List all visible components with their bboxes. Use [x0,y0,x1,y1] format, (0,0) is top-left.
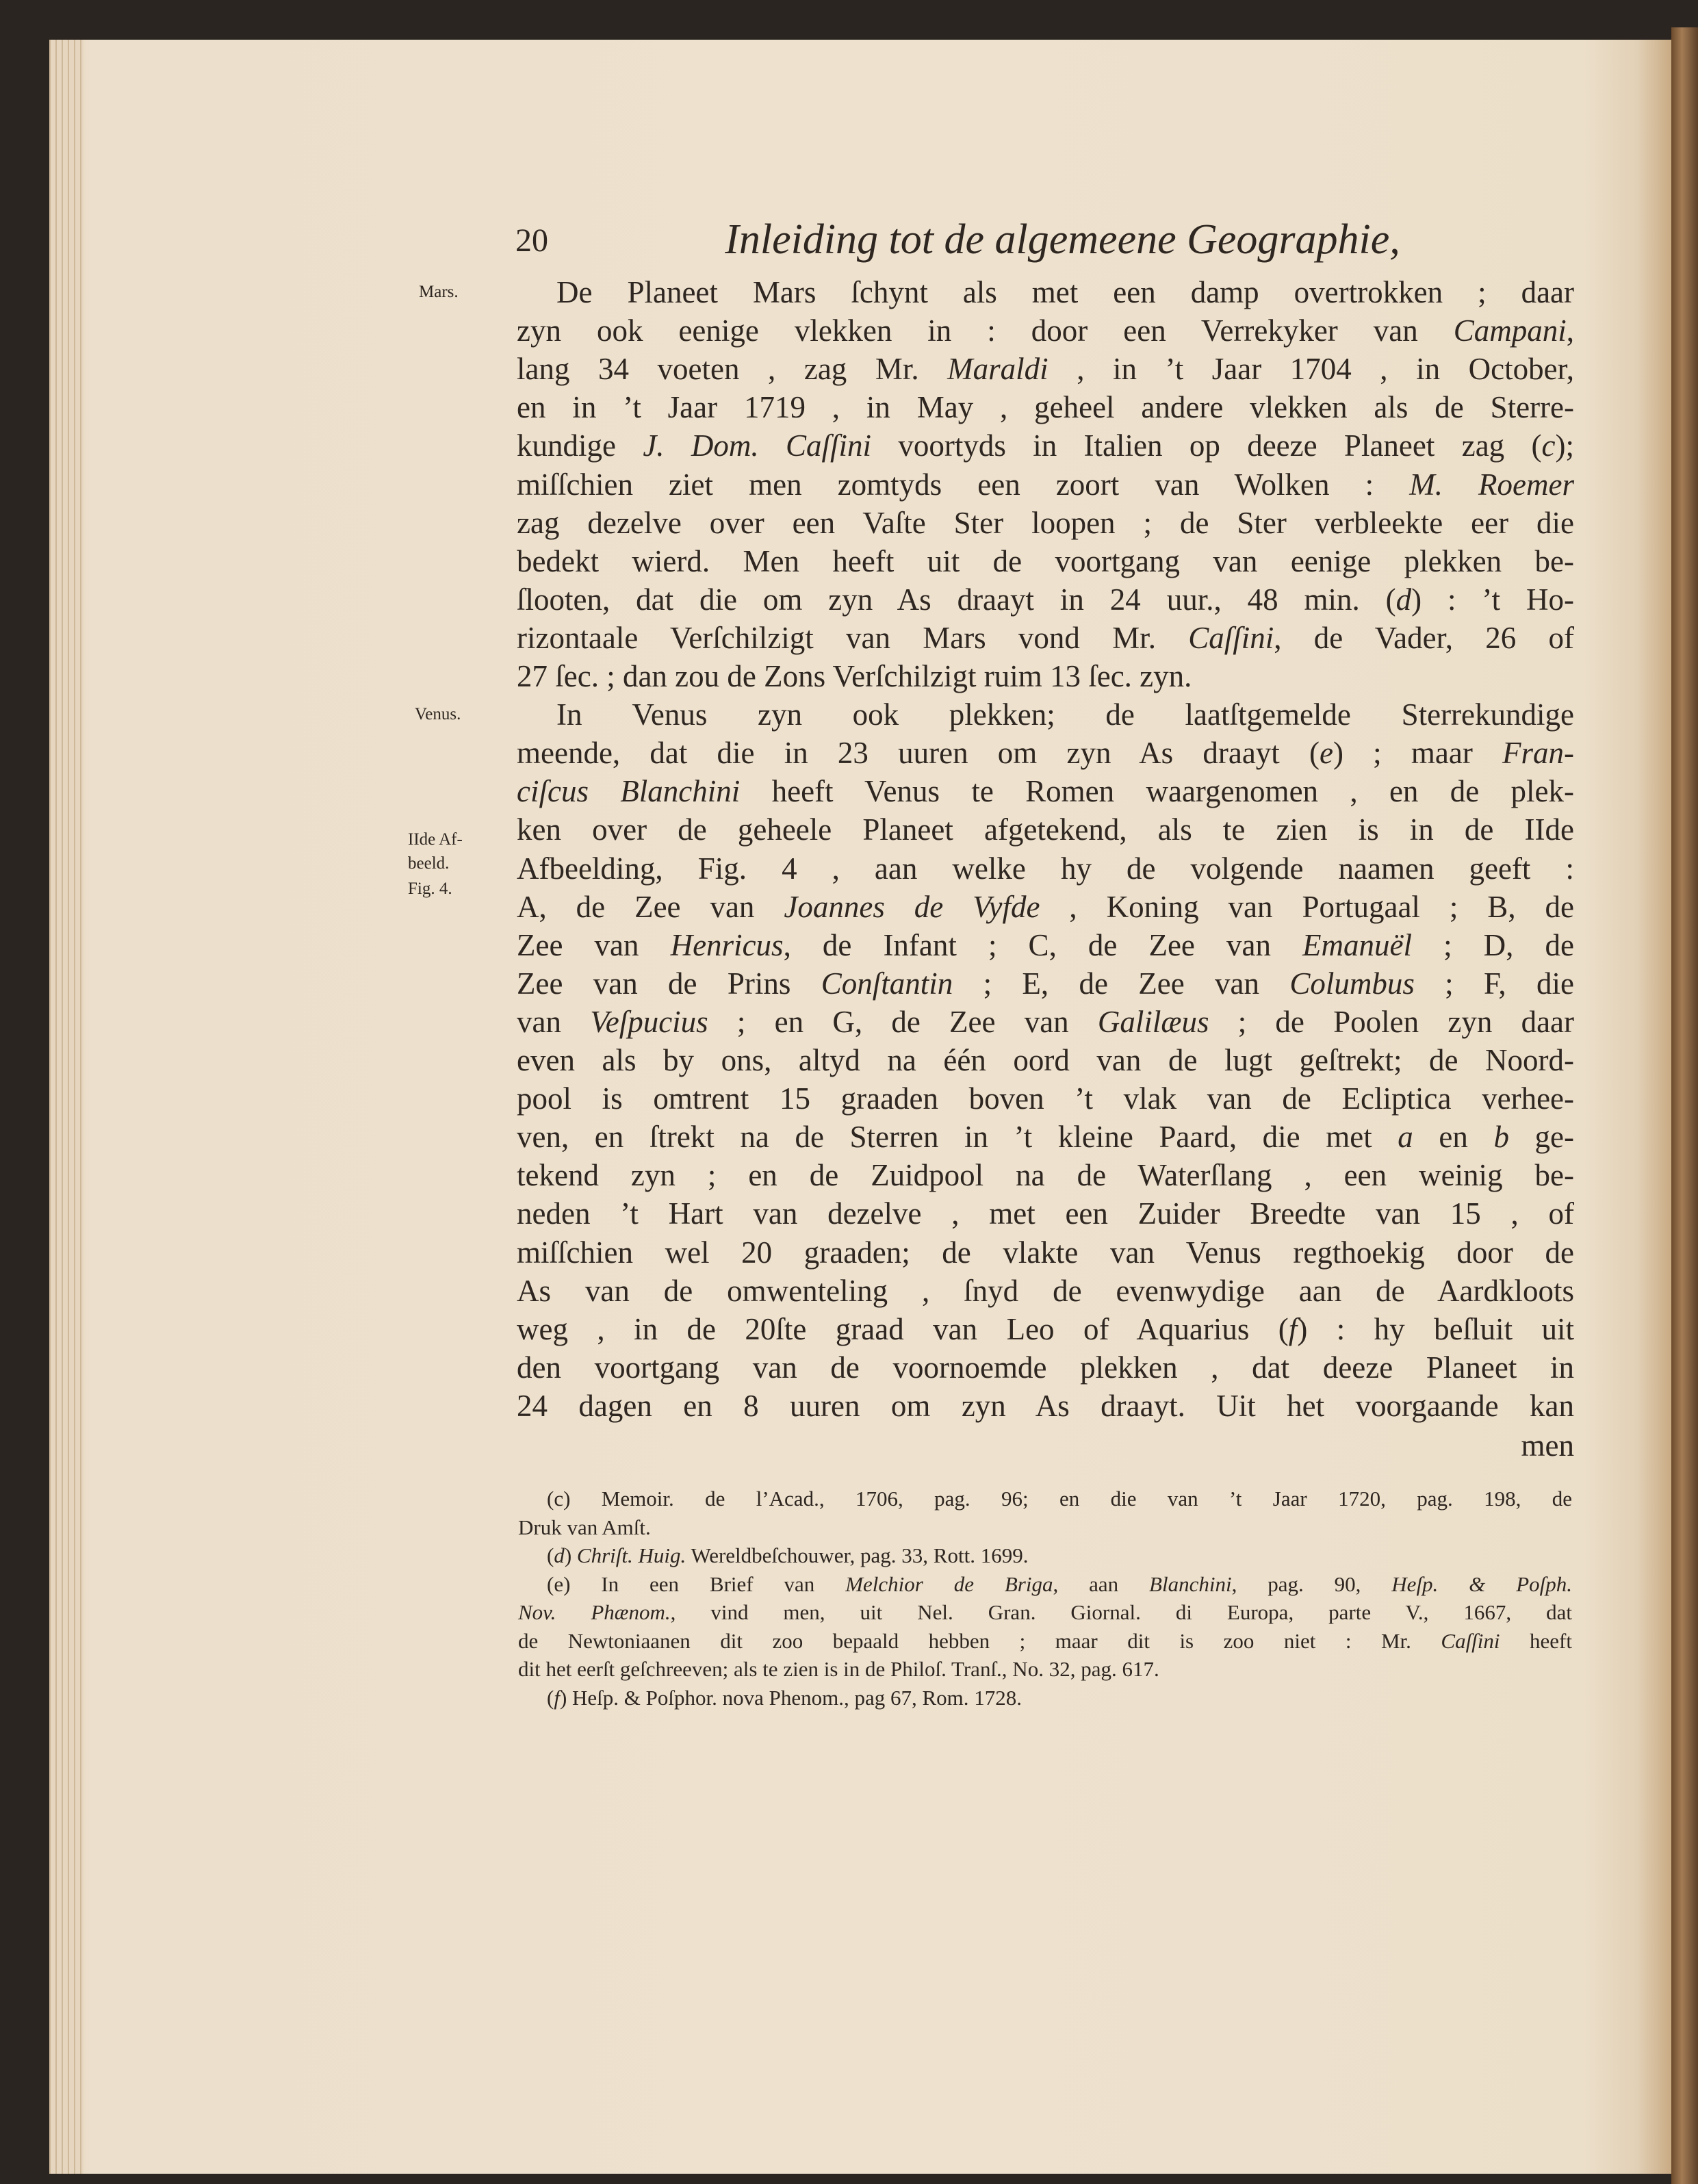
italic-text: e [1320,736,1333,771]
text-segment: ; E, de Zee van [953,966,1290,1001]
text-segment: ; de Poolen zyn daar [1209,1004,1575,1039]
text-line [517,734,1574,772]
margin-note-venus: Venus. [415,705,461,723]
text-segment: , aan [1053,1571,1150,1596]
text-line [517,1118,1574,1156]
margin-note-figure-1: IIde Af- [408,830,463,849]
text-segment: pool is omtrent 15 graaden boven ’t vlak van de Ecliptica verhee- [517,1081,1574,1116]
text-line [517,926,1574,964]
italic-text: Nov. Phænom. [518,1600,671,1624]
text-segment: Zee van de Prins [517,966,821,1001]
italic-text: Veſpucius [590,1004,708,1039]
book-gutter [1671,27,1698,2184]
italic-text: Caſſini [1441,1628,1500,1653]
text-segment: de Newtoniaanen dit zoo bepaald hebben ; maar dit is zoo niet : Mr. [518,1628,1441,1653]
footnote-line [518,1684,1572,1712]
text-segment: ) [564,1543,577,1567]
italic-text: Campani [1453,313,1567,348]
text-segment: ( [547,1543,554,1567]
text-segment: , de Vader, 26 of [1274,620,1574,655]
text-segment: ) : hy beſluit uit [1297,1311,1575,1346]
italic-text: Blanchini [1149,1571,1232,1596]
text-segment: , [1566,313,1574,348]
text-segment: , vind men, uit Nel. Gran. Giornal. di Europa, parte V., 1667, dat [670,1600,1572,1624]
italic-text: Maraldi [947,352,1049,387]
italic-text: Conſtantin [821,966,953,1001]
italic-text: Joannes de Vyfde [784,889,1040,924]
text-line [517,772,1574,810]
text-segment: neden ’t Hart van dezelve , met een Zuider Breedte van 15 , of [517,1196,1574,1231]
text-segment: , in ’t Jaar 1704 , in October, [1048,352,1574,387]
italic-text: b [1493,1120,1509,1155]
text-segment: ken over de geheele Planeet afgetekend, als te zien is in de IIde [517,812,1574,847]
text-segment: ); [1555,428,1574,463]
text-segment: rizontaale Verſchilzigt van Mars vond Mr. [517,620,1189,655]
text-segment: miſſchien ziet men zomtyds een zoort van Wolken : [517,467,1410,502]
footnote-line [518,1514,1572,1541]
text-line [517,1272,1574,1310]
text-segment: (c) Memoir. de l’Acad., 1706, pag. 96; en die van ’t Jaar 1720, pag. 198, de [547,1487,1572,1511]
text-segment: kundige [517,428,643,463]
text-line [517,426,1574,465]
text-line [517,1387,1574,1425]
italic-text: M. Roemer [1409,467,1574,502]
margin-note-figure-3: Fig. 4. [408,879,452,898]
text-segment: lang 34 voeten , zag Mr. [517,352,948,387]
text-line [517,1156,1574,1194]
text-line [517,1041,1574,1079]
text-segment: De Planeet Mars ſchynt als met een damp overtrokken ; daar [556,275,1574,309]
text-line [517,964,1574,1003]
text-segment: tekend zyn ; en de Zuidpool na de Waterſlang , een weinig be- [517,1158,1574,1193]
text-segment: 27 ſec. ; dan zou de Zons Verſchilzigt ruim 13 ſec. zyn. [517,659,1192,693]
text-line [517,657,1574,695]
text-line [517,388,1574,426]
text-line [517,504,1574,542]
page-edges [49,40,83,2174]
text-line [517,695,1574,734]
italic-text: J. Dom. Caſſini [643,428,872,463]
text-line [517,810,1574,849]
text-line [517,1003,1574,1041]
italic-text: f [1288,1311,1298,1346]
text-segment: (e) In een Brief van [547,1571,846,1596]
text-segment: ) ; maar [1333,736,1503,771]
text-segment: voortyds in Italien op deeze Planeet zag ( [871,428,1542,463]
text-segment: , Koning van Portugaal ; B, de [1040,889,1574,924]
text-segment: bedekt wierd. Men heeft uit de voortgang van eenige plekken be- [517,543,1574,578]
text-line [517,542,1574,580]
italic-text: d [554,1543,565,1567]
italic-text: Heſp. & Poſph. [1391,1571,1573,1596]
text-line [517,580,1574,619]
footnote-line [518,1628,1572,1655]
text-segment: meende, dat die in 23 uuren om zyn As draayt ( [517,736,1320,771]
text-segment: heeft [1500,1628,1572,1653]
catchword: men [1521,1428,1574,1463]
footnote-line [518,1599,1572,1626]
text-line [517,1310,1574,1348]
text-segment: zag dezelve over een Vaſte Ster loopen ; de Ster verbleekte eer die [517,505,1574,540]
italic-text: Chriſt. Huig. [576,1543,686,1567]
italic-text: Galilæus [1097,1004,1209,1039]
text-segment: ; en G, de Zee van [708,1004,1098,1039]
text-segment: ge- [1508,1120,1574,1155]
text-segment: , pag. 90, [1231,1571,1392,1596]
text-segment: en [1413,1120,1494,1155]
footnote-line [518,1485,1572,1513]
text-segment: 24 dagen en 8 uuren om zyn As draayt. Uit het voorgaande kan [517,1388,1574,1423]
text-segment: Zee van [517,927,671,962]
text-segment: heeft Venus te Romen waargenomen , en de plek- [740,774,1574,809]
text-segment: en in ’t Jaar 1719 , in May , geheel andere vlekken als de Sterre- [517,390,1574,425]
text-segment: ; D, de [1412,927,1574,962]
text-line [517,619,1574,657]
text-segment: zyn ook eenige vlekken in : door een Verrekyker van [517,313,1454,348]
text-segment: Druk van Amſt. [518,1515,651,1539]
margin-note-mars: Mars. [419,283,459,301]
text-segment: , de Infant ; C, de Zee van [783,927,1303,962]
text-segment: Wereldbeſchouwer, pag. 33, Rott. 1699. [686,1543,1029,1567]
italic-text: Fran- [1502,736,1575,771]
text-line [517,350,1574,388]
margin-note-figure-2: beeld. [408,854,450,873]
italic-text: Melchior de Briga [845,1571,1053,1596]
text-line [517,1194,1574,1233]
text-segment: den voortgang van de voornoemde plekken , dat deeze Planeet in [517,1350,1574,1385]
text-segment: A, de Zee van [517,889,784,924]
text-segment: van [517,1004,591,1039]
text-segment: weg , in de 20ſte graad van Leo of Aquarius ( [517,1311,1289,1346]
text-line [517,273,1574,311]
footnote-line [518,1571,1572,1598]
text-segment: even als by ons, altyd na één oord van de lugt geſtrekt; de Noord- [517,1043,1574,1077]
text-line [517,1079,1574,1118]
text-segment: In Venus zyn ook plekken; de laatſtgemelde Sterrekundige [556,697,1574,732]
text-segment: ſlooten, dat die om zyn As draayt in 24 uur., 48 min. ( [517,582,1396,617]
text-segment: ; F, die [1414,966,1574,1001]
footnote-line [518,1542,1572,1569]
italic-text: Emanuël [1302,927,1413,962]
text-segment: ) : ’t Ho- [1411,582,1574,617]
italic-text: a [1398,1120,1413,1155]
text-segment: Afbeelding, Fig. 4 , aan welke hy de volgende naamen geeft : [517,851,1574,886]
text-line [517,311,1574,350]
italic-text: Henricus [670,927,784,962]
running-title: Inleiding tot de algemeene Geographie, [725,216,1400,263]
text-segment: miſſchien wel 20 graaden; de vlakte van Venus regthoekig door de [517,1235,1574,1270]
italic-text: c [1541,428,1556,463]
italic-text: ciſcus Blanchini [517,774,741,809]
text-line [517,888,1574,926]
italic-text: f [554,1685,560,1710]
text-line [517,1233,1574,1272]
text-line [517,849,1574,888]
text-line [517,465,1574,504]
italic-text: Columbus [1289,966,1415,1001]
text-segment: ven, en ſtrekt na de Sterren in ’t kleine Paard, die met [517,1120,1398,1155]
italic-text: d [1395,582,1412,617]
italic-text: Caſſini [1188,620,1274,655]
text-segment: As van de omwenteling , ſnyd de evenwydige aan de Aardkloots [517,1273,1574,1308]
footnote-line [518,1656,1572,1683]
text-segment: dit het eerſt geſchreeven; als te zien is in de Philoſ. Tranſ., No. 32, pag. 617. [518,1657,1159,1681]
text-line [517,1348,1574,1387]
text-segment: ) Heſp. & Poſphor. nova Phenom., pag 67, Rom. 1728. [559,1685,1022,1710]
page-number: 20 [515,222,548,259]
text-segment: ( [547,1685,554,1710]
